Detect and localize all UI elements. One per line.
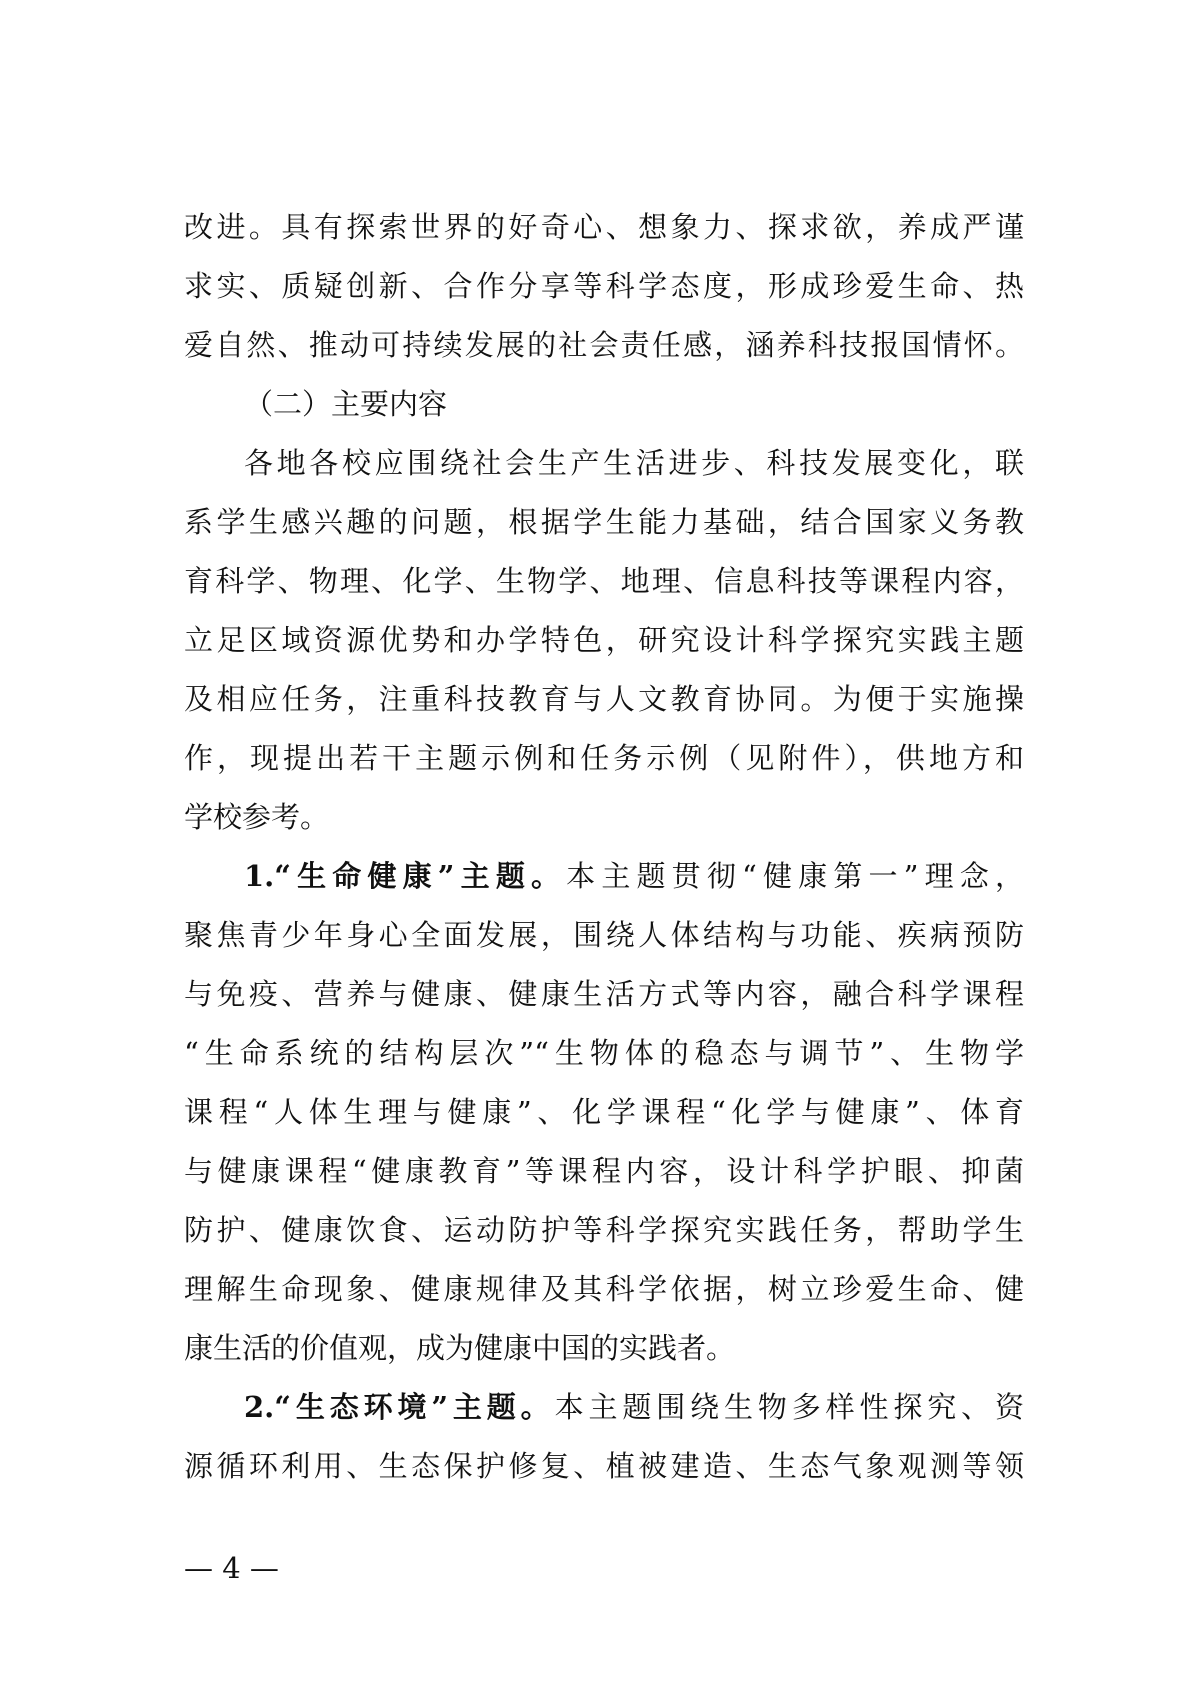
theme-text: 本主题围绕生物多样性探究、资	[554, 1390, 1024, 1424]
text-line: 与健康课程“健康教育”等课程内容，设计科学护眼、抑菌	[184, 1154, 1024, 1188]
text-line: 立足区域资源优势和办学特色，研究设计科学探究实践主题	[184, 623, 1024, 657]
theme-title: 1.“生命健康”主题。	[244, 859, 567, 893]
text-line: 与免疫、营养与健康、健康生活方式等内容，融合科学课程	[184, 977, 1024, 1011]
section-heading: （二）主要内容	[244, 387, 448, 421]
paragraph-goals	[184, 198, 1024, 375]
page-number: — 4 —	[184, 1551, 279, 1585]
text-line: 作，现提出若干主题示例和任务示例（见附件），供地方和	[184, 741, 1024, 775]
text-line	[184, 1378, 1024, 1437]
text-line: 理解生命现象、健康规律及其科学依据，树立珍爱生命、健	[184, 1272, 1024, 1306]
text-line: 育科学、物理、化学、生物学、地理、信息科技等课程内容，	[184, 564, 1024, 598]
paragraph-theme-ecology	[184, 1378, 1024, 1496]
text-line: “生命系统的结构层次”“生物体的稳态与调节”、生物学	[184, 1036, 1024, 1070]
text-line: 及相应任务，注重科技教育与人文教育协同。为便于实施操	[184, 682, 1024, 716]
text-line: 聚焦青少年身心全面发展，围绕人体结构与功能、疾病预防	[184, 918, 1024, 952]
text-line: 改进。具有探索世界的好奇心、想象力、探求欲，养成严谨	[184, 210, 1024, 244]
text-line	[184, 847, 1024, 906]
text-line: 各地各校应围绕社会生产生活进步、科技发展变化，联	[244, 446, 1024, 480]
theme-text: 本主题贯彻“健康第一”理念，	[566, 859, 1024, 893]
text-line: 爱自然、推动可持续发展的社会责任感，涵养科技报国情怀。	[184, 328, 1024, 362]
paragraph-theme-life-health	[184, 847, 1024, 1378]
text-line: 求实、质疑创新、合作分享等科学态度，形成珍爱生命、热	[184, 269, 1024, 303]
text-line: 学校参考。	[184, 800, 330, 834]
theme-title: 2.“生态环境”主题。	[244, 1390, 555, 1424]
document-body	[184, 198, 1024, 1496]
text-line: 源循环利用、生态保护修复、植被建造、生态气象观测等领	[184, 1449, 1024, 1483]
text-line: 系学生感兴趣的问题，根据学生能力基础，结合国家义务教	[184, 505, 1024, 539]
text-line: 防护、健康饮食、运动防护等科学探究实践任务，帮助学生	[184, 1213, 1024, 1247]
paragraph-main-content	[184, 434, 1024, 847]
text-line: 康生活的价值观，成为健康中国的实践者。	[184, 1331, 736, 1365]
text-line: 课程“人体生理与健康”、化学课程“化学与健康”、体育	[184, 1095, 1024, 1129]
